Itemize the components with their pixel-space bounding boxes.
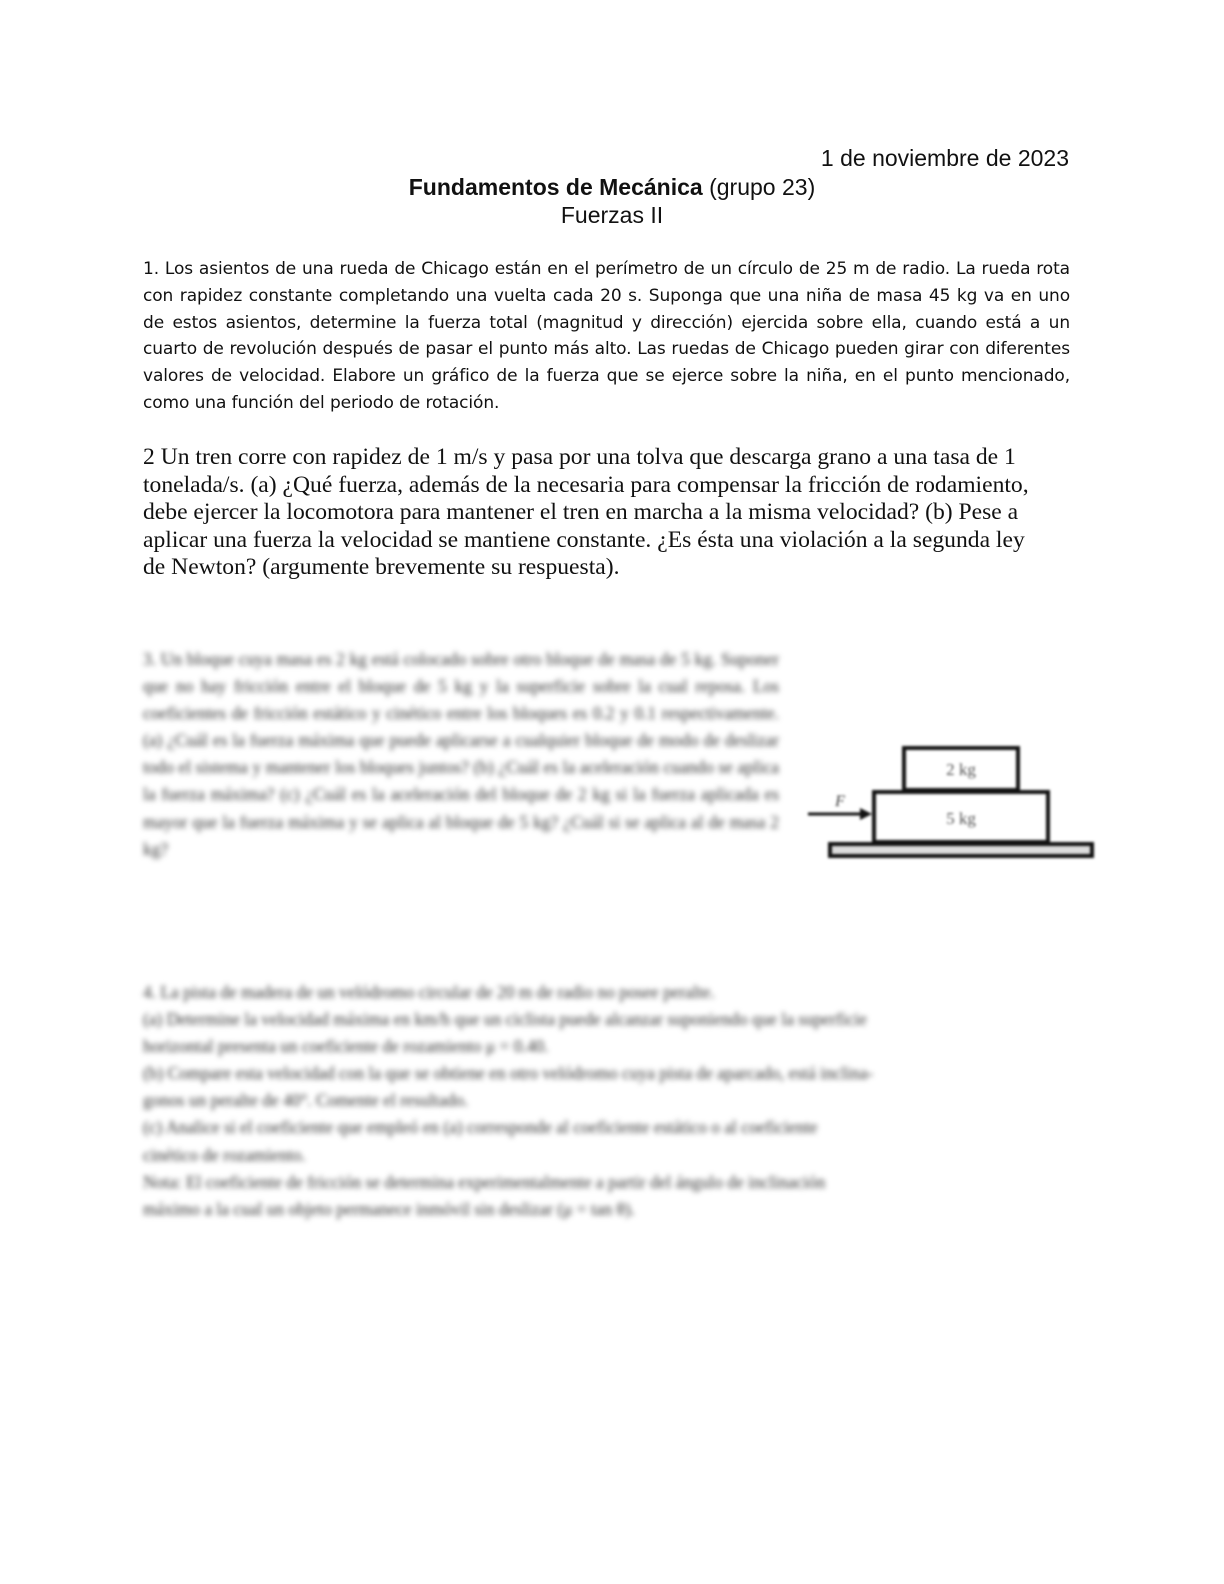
problem-1: 1. Los asientos de una rueda de Chicago están en el perímetro de un círculo de 25 m de radio. La rueda rota con rapidez constante completando una vuelta cada 20 s. Suponga que una niña de masa 45 kg va en uno de estos asientos, determine la fuerza total (magnitud y dirección) ejercida sobre ella, cuando está a un cuarto de revolución después de pasar el punto más alto. Las ruedas de Chicago pueden girar con diferentes valores de velocidad. Elabore un gráfico de la fuerza que se ejerce sobre la niña, en el punto mencionado, como una función del periodo de rotación.	[143, 259, 1070, 413]
topic-title: Fuerzas II	[560, 202, 664, 228]
bottom-block-label: 5 kg	[946, 809, 976, 828]
problem-2: 2 Un tren corre con rapidez de 1 m/s y pasa por una tolva que descarga grano a una tasa de 1 tonelada/s. (a) ¿Qué fuerza, además de la necesaria para compensar la fricción de rodamiento, debe ejercer la locomotora para mantener el tren en marcha a la misma velocidad? (b) Pese a aplicar una fuerza la velocidad se mantiene constante. ¿Es ésta una violación a la segunda ley de Newton? (argumente brevemente su respuesta).	[143, 444, 1029, 580]
problem-4-line: 4. La pista de madera de un velódromo circular de 20 m de radio no posee peralte.	[143, 982, 715, 1002]
problem-4-line: (b) Compare esta velocidad con la que se obtiene en otro velódromo cuya pista de aparcado, está inclina-	[143, 1063, 874, 1084]
problem-4-line: cinético de rozamiento.	[143, 1144, 306, 1165]
ground-surface	[830, 844, 1092, 856]
problem-4-line: gonos un peralte de 40°. Comente el resultado.	[143, 1090, 469, 1111]
course-title	[0, 174, 1224, 201]
course-name: Fundamentos de Mecánica	[408, 174, 703, 200]
course-group: (grupo 23)	[709, 174, 816, 200]
problem-4-line: (a) Determine la velocidad máxima en km/h que un ciclista puede alcanzar suponiendo que la superficie	[143, 1009, 867, 1030]
force-label: F	[835, 793, 845, 810]
problem-4-line: (c) Analice si el coeficiente que empleó en (a) corresponde al coeficiente estático o al coeficiente	[143, 1117, 818, 1138]
problem-4-line: máximo a la cual un objeto permanece inmóvil sin deslizar (μ = tan θ).	[143, 1198, 636, 1219]
problem-4-line: Nota: El coeficiente de fricción se determina experimentalmente a partir del ángulo de inclinación	[143, 1171, 826, 1192]
problem-3: 3. Un bloque cuya masa es 2 kg está colocado sobre otro bloque de masa de 5 kg. Suponer que no hay fricción entre el bloque de 5 kg y la superficie sobre la cual reposa. Los coeficientes de fricción estático y cinético entre los bloques es 0.2 y 0.1 respectivamente. (a) ¿Cuál es la fuerza máxima que puede aplicarse a cualquier bloque de modo de deslizar todo el sistema y mantener los bloques juntos? (b) ¿Cuál es la aceleración cuando se aplica la fuerza máxima? (c) ¿Cuál es la aceleración del bloque de 2 kg si la fuerza aplicada es mayor que la fuerza máxima y se aplica al bloque de 5 kg? ¿Cuál si se aplica al de masa 2 kg?	[143, 649, 779, 859]
blocks-figure	[800, 730, 1100, 870]
force-arrowhead	[860, 808, 872, 820]
date: 1 de noviembre de 2023	[820, 145, 1069, 171]
top-block-label: 2 kg	[946, 760, 976, 779]
problem-4-line: horizontal presenta un coeficiente de rozamiento μ = 0.40.	[143, 1036, 549, 1057]
problem-4	[143, 979, 1073, 1223]
